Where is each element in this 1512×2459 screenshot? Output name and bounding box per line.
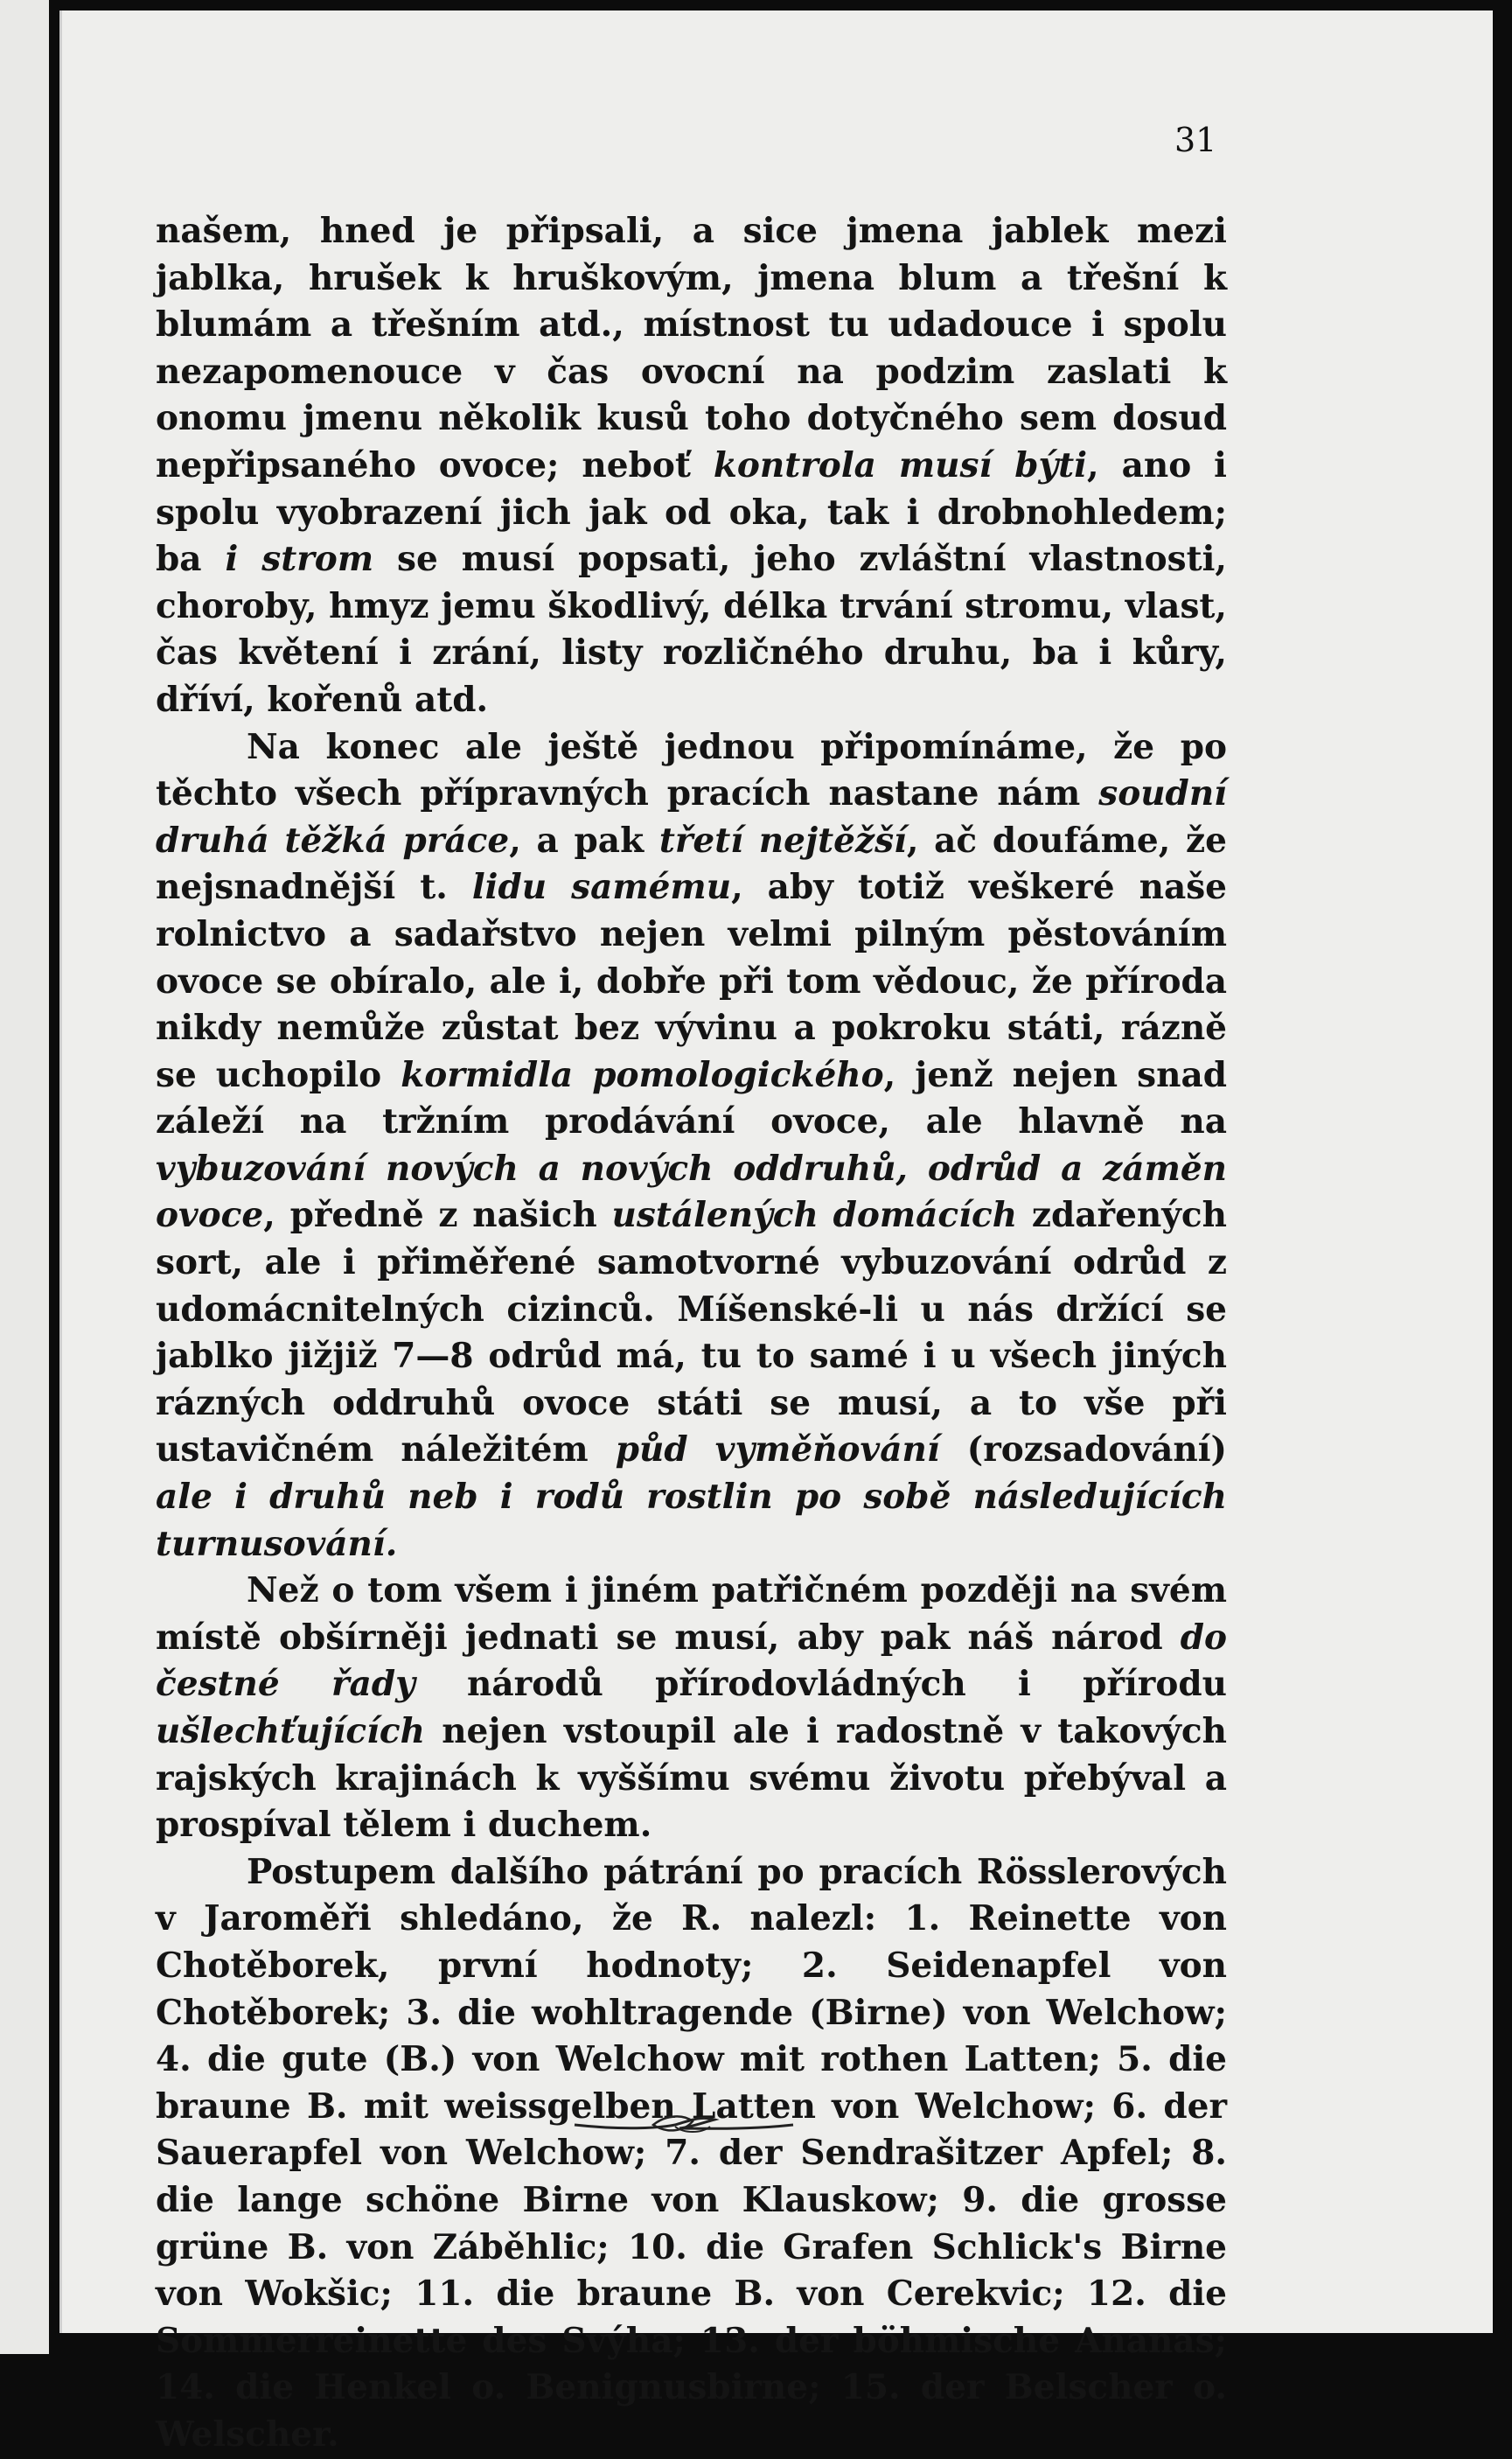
italic-run: ušlechťujících xyxy=(156,1711,426,1751)
italic-run: kormidla pomologického xyxy=(401,1054,884,1095)
italic-run: třetí nejtěžší xyxy=(658,820,907,861)
text-run: , ano i spolu vyobrazení jich jak od oka, tak i drobnohledem; ba xyxy=(156,444,1227,580)
text-run: našem, hned je připsali, a sice jmena jablek mezi jablka, hrušek k hruškovým, jmena blum a třešní k blumám a třešním atd., místnost tu udadouce i spolu nezapomenouce v čas ovocní na podzim zaslati k onomu jmenu několik kusů toho dotyčného sem dosud nepřipsaného ovoce; neboť xyxy=(156,211,1227,486)
italic-run: ustálených domácích xyxy=(611,1195,1018,1236)
italic-run: kontrola musí býti xyxy=(713,444,1088,486)
italic-run: do čestné řady xyxy=(156,1617,1227,1705)
italic-run: i strom xyxy=(225,539,374,580)
page-number: 31 xyxy=(1174,121,1217,159)
paragraph xyxy=(156,1568,1227,1849)
text-run: nejen vstoupil ale i radostně v takových rajských krajinách k vyššímu svému životu přebýval a prospíval tělem i duchem. xyxy=(156,1711,1227,1846)
italic-run: ale i druhů neb i rodů rostlin po sobě následujících turnusování. xyxy=(156,1477,1227,1564)
text-run: , předně z našich xyxy=(263,1195,612,1236)
text-run: Na konec ale ještě jednou připomínáme, že po těchto všech přípravných pracích nastane nám xyxy=(156,726,1227,814)
left-page-edge xyxy=(0,0,49,2354)
text-run: , a pak xyxy=(509,820,659,861)
text-run: , aby totiž veškeré naše rolnictvo a sadařstvo nejen velmi pilným pěstováním ovoce se obíralo, ale i, dobře při tom vědouc, že příroda nikdy nemůže zůstat bez vývinu a pokroku státi, rázně se uchopilo xyxy=(156,867,1227,1095)
text-run: , ač doufáme, že nejsnadnější t. xyxy=(156,820,1227,908)
paragraph xyxy=(156,208,1227,724)
italic-run: soudní druhá těžká práce xyxy=(156,773,1227,861)
end-ornament xyxy=(570,2107,798,2142)
text-run: národů přírodovládných i přírodu xyxy=(415,1664,1227,1705)
text-run: (rozsadování) xyxy=(939,1429,1227,1471)
text-run: Postupem dalšího pátrání po pracích Rösslerových v Jaroměři shledáno, že R. nalezl: 1. Reinette von Chotěborek, první hodnoty; 2. Seidenapfel von Chotěborek; 3. die wohltragende (Birne) von Welchow; 4. die gute (B.) von Welchow mit rothen Latten; 5. die braune B. mit weissgelben Latten von Welchow; 6. der Sauerapfel von Welchow; 7. der Sendrašitzer Apfel; 8. die lange schöne Birne von Klauskow; 9. die grosse grüne B. von Záběhlic; 10. die Grafen Schlick's Birne von Wokšic; 11. die braune B. von Cerekvic; 12. die Sommerreinette des Svýha; 13. der böhmische Ananas; 14. die Henkel o. Benignusbirne; 15. der Belscher o. Welscher. xyxy=(156,1851,1227,2455)
text-run: , jenž nejen snad záleží na tržním prodávání ovoce, ale hlavně na xyxy=(156,1054,1227,1142)
paragraph xyxy=(156,1849,1227,2459)
italic-run: půd vyměňování xyxy=(615,1429,940,1471)
italic-run: lidu samému xyxy=(471,867,732,908)
text-run: zdařených sort, ale i přiměřené samotvorné vybuzování odrůd z udomácnitelných cizinců. Míšenské-li u nás držící se jablko jižjiž 7—8 odrůd má, tu to samé i u všech jiných rázných oddruhů ovoce státi se musí, a to vše při ustavičném náležitém xyxy=(156,1195,1227,1471)
italic-run: vybuzování nových a nových oddruhů, odrůd a záměn ovoce xyxy=(156,1148,1227,1236)
paragraph xyxy=(156,724,1227,1568)
text-run: Než o tom všem i jiném patřičném později na svém místě obšírněji jednati se musí, aby pak náš národ xyxy=(156,1570,1227,1658)
text-run: se musí popsati, jeho zvláštní vlastnosti, choroby, hmyz jemu škodlivý, délka trvání stromu, vlast, čas květení i zrání, listy rozličného druhu, ba i kůry, dříví, kořenů atd. xyxy=(156,539,1227,720)
